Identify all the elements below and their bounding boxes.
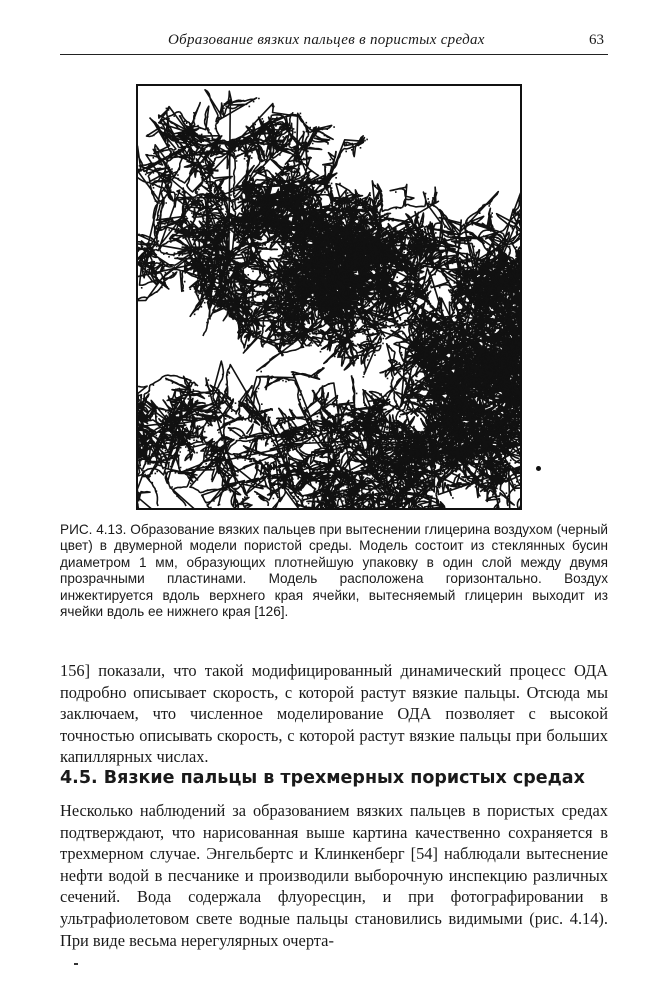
section-heading: 4.5. Вязкие пальцы в трехмерных пористых средах <box>60 768 585 788</box>
figure-marker-dot <box>536 466 541 471</box>
fractal-viscous-fingering-icon <box>138 86 520 508</box>
section-paragraph: Несколько наблюдений за образованием вязких пальцев в пористых средах подтверждают, что нарисованная выше картина качественно сохраняется в трехмерном случае. Энгельбертс и Клинкенберг [54] наблюдали вытеснение нефти водой в песчанике и производили выборочную инспекцию различных сечений. Вода содержала флуоресцин, и при фотографировании в ультрафиолетовом свете водные пальцы становились видимыми (рис. 4.14). При виде весьма нерегулярных очерта- <box>60 801 608 950</box>
page-number: 63 <box>589 32 604 48</box>
figure-caption: РИС. 4.13. Образование вязких пальцев при вытеснении глицерина воздухом (черный цвет) в двумерной модели пористой среды. Модель состоит из стеклянных бусин диаметром 1 мм, образующих плотнейшую упаковку в один слой между двумя прозрачными пластинами. Модель расположена горизонтально. Воздух инжектируется вдоль верхнего края ячейки, вытесняемый глицерин выходит из ячейки вдоль ее нижнего края [126]. <box>60 522 608 620</box>
bottom-mark <box>74 963 78 965</box>
running-title: Образование вязких пальцев в пористых средах <box>168 32 485 48</box>
figure-4-13 <box>136 84 522 510</box>
paragraph-continued: 156] показали, что такой модифицированный динамический процесс ОДА подробно описывает скорость, с которой растут вязкие пальцы. Отсюда мы заключаем, что численное моделирование ОДА позволяет с высокой точностью описывать скорость, с которой растут вязкие пальцы при больших капиллярных числах. <box>60 661 608 767</box>
running-head <box>60 32 608 55</box>
